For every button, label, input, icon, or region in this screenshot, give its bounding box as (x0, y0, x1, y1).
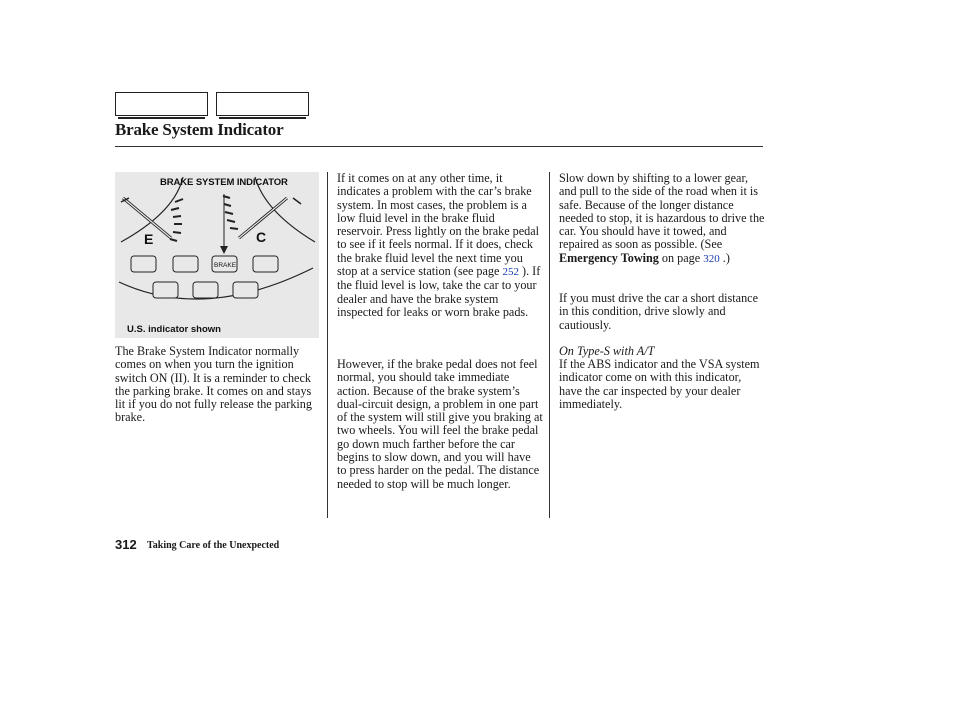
col3-paragraph-2: If you must drive the car a short distance in this condition, drive slowly and cautiously. (559, 291, 758, 332)
col3-note-heading: On Type-S with A/T (559, 344, 655, 358)
emergency-towing-reference: Emergency Towing (559, 250, 659, 265)
page-number: 312 (115, 537, 137, 552)
page-link-252[interactable]: 252 (502, 266, 519, 279)
nav-tab-box-2[interactable] (216, 92, 309, 116)
col2-paragraph-1 (337, 172, 543, 319)
page-title: Brake System Indicator (115, 120, 284, 139)
title-rule (115, 146, 763, 147)
col3-p1-text-c: .) (719, 250, 730, 265)
brake-lamp-label: BRAKE (214, 262, 237, 269)
figure-caption: U.S. indicator shown (127, 324, 221, 335)
col2-p1-text-a: If it comes on at any other time, it indicates a problem with the car’s brake system. In most cases, the problem is a low fluid level in the brake fluid reservoir. Press lightly on the brake pedal to see if it feels normal. If it does, check the brake fluid level the next time you stop at a service station (see page (337, 171, 540, 279)
figure-label: BRAKE SYSTEM INDICATOR (160, 177, 288, 188)
section-name: Taking Care of the Unexpected (147, 540, 280, 551)
brake-indicator-illustration (115, 172, 319, 338)
nav-tab-box-1[interactable] (115, 92, 208, 116)
col2-paragraph-2: However, if the brake pedal does not feel normal, you should take immediate action. Because of the brake system’s dual-circuit design, a problem in one part of the system will still give you braking at two wheels. You will feel the brake pedal go down much farther before the car begins to slow down, and you will have to press harder on the pedal. The distance needed to stop will be much longer. (337, 357, 543, 491)
col3-p1-text-b: on page (658, 250, 704, 265)
col2-p1-text-b: ). If the fluid level is low, take the car to your dealer and have the brake system inspected for leaks or worn brake pads. (337, 264, 541, 319)
gauge-letter-c: C (256, 229, 267, 245)
column-divider-1 (327, 172, 328, 518)
gauge-cluster-drawing (115, 172, 319, 338)
col3-paragraph-3: If the ABS indicator and the VSA system indicator come on with this indicator, have the car inspected by your dealer immediately. (559, 357, 760, 411)
page-link-320[interactable]: 320 (703, 252, 720, 265)
gauge-letter-e: E (144, 231, 154, 247)
col3-p1-text-a: Slow down by shifting to a lower gear, and pull to the side of the road when it is safe. Because of the longer distance needed to stop, it is hazardous to drive the car. You should have it towed, and repaired as soon as possible. (See (559, 171, 765, 252)
col1-paragraph-1: The Brake System Indicator normally comes on when you turn the ignition switch ON (II). It is a reminder to check the parking brake. It comes on and stays lit if you do not fully release the parking brake. (115, 344, 312, 425)
col3-paragraph-1 (559, 172, 765, 266)
column-divider-2 (549, 172, 550, 518)
